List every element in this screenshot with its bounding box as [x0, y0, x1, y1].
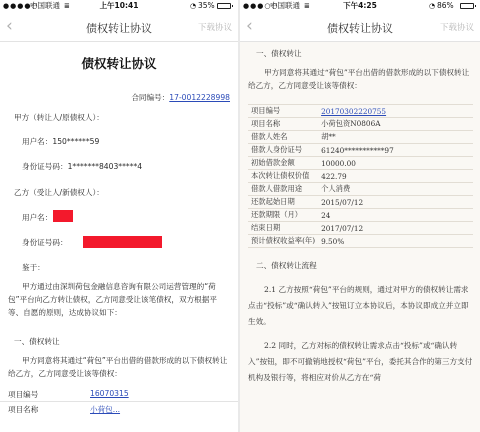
table-value: 10000.00: [318, 157, 473, 170]
id-value: 1*******8403*****4: [67, 162, 143, 171]
table-row: [248, 222, 473, 235]
table-key: 项目编号: [248, 105, 318, 118]
clause-2-2: 2.2 同时，乙方对标的债权转让需求点击“投标”或“确认转入”按钮，即不可撤销地授权“荷包”平台，委托其合作的第三方支付机构及银行等，将相应对价从乙方在“荷: [248, 341, 473, 382]
id-label: 身份证号码：: [22, 162, 68, 171]
contract-number-link[interactable]: 17-0012228998: [169, 93, 230, 102]
table-value: 小荷包资N0806A: [318, 118, 473, 131]
left-phone-screen: [0, 0, 238, 432]
wifi-icon: ≣: [304, 2, 310, 10]
status-time: 下午4:25: [343, 1, 377, 10]
table-key: 本次转让债权价值: [248, 170, 318, 183]
party-b-heading: 乙方（受让人/新债权人）：: [14, 188, 104, 197]
location-icon: ◔: [190, 2, 197, 10]
table-key: 还款起始日期: [248, 196, 318, 209]
username-label: 用户名：: [22, 137, 53, 146]
table-value: 9.50%: [318, 235, 473, 248]
section-2-heading: 二、债权转让流程: [256, 261, 317, 270]
party-a-heading: 甲方（转让人/原债权人）：: [14, 113, 104, 122]
table-key: 借款人身份证号: [248, 144, 318, 157]
nav-bar: [0, 12, 238, 42]
whereas-label: 鉴于：: [22, 263, 45, 272]
username-value: 150******59: [52, 137, 100, 146]
contract-number: [131, 92, 230, 103]
table-row: [248, 196, 473, 209]
table-key: 预计债权收益率(年): [248, 235, 318, 248]
table-value: 2015/07/12: [318, 196, 473, 209]
table-row: [248, 235, 473, 248]
clause-2-1: 2.1 乙方按照“荷包”平台的规则，通过对甲方的债权转让需求点击“投标”或“确认转入”按钮订立本协议后，本协议即成立并立即生效。: [248, 285, 469, 326]
id-label: 身份证号码：: [22, 238, 68, 247]
party-b-id: [22, 237, 68, 248]
back-button[interactable]: ‹: [246, 16, 253, 36]
battery-percent: 35%: [198, 1, 215, 10]
status-time: 上午10:41: [99, 1, 139, 10]
item-number-label: 项目编号: [8, 390, 39, 399]
debt-info-table: [248, 104, 473, 248]
agreement-document: [240, 42, 480, 432]
table-value: 24: [318, 209, 473, 222]
table-row: [248, 170, 473, 183]
location-icon: ◔: [429, 2, 436, 10]
carrier-label: 中国联通: [270, 1, 300, 10]
party-a-id: [22, 161, 142, 172]
table-row: [248, 183, 473, 196]
download-agreement-button[interactable]: 下载协议: [439, 23, 474, 33]
row-divider: [0, 401, 238, 402]
redacted-id: [83, 236, 162, 248]
section-1-text: 甲方同意将其通过“荷包”平台出借的借款形成的以下债权转让给乙方，乙方同意受让该等债权：: [248, 68, 470, 90]
battery-icon: [460, 3, 474, 9]
section-1-heading: 一、债权转让: [14, 337, 60, 346]
party-a-username: [22, 136, 99, 147]
table-row: [248, 131, 473, 144]
status-bar: [0, 0, 238, 12]
agreement-document: [0, 42, 238, 432]
table-row: [248, 144, 473, 157]
table-value: 61240***********97: [318, 144, 473, 157]
party-b-username: [22, 212, 52, 223]
table-value: 胡**: [318, 131, 473, 144]
item-name-link[interactable]: 小荷包...: [90, 405, 121, 414]
intro-paragraph: 甲方通过由深圳荷包金融信息咨询有限公司运营管理的“荷包”平台向乙方转让债权，乙方同意受让该笔债权，双方根据平等、自愿的原则，达成协议如下：: [8, 282, 217, 317]
table-value: 2017/07/12: [318, 222, 473, 235]
table-key: 初始借款金额: [248, 157, 318, 170]
redacted-username: [53, 210, 73, 222]
item-name-label: 项目名称: [8, 405, 39, 414]
table-key: 结束日期: [248, 222, 318, 235]
item-number-link[interactable]: 16070315: [90, 389, 129, 398]
username-label: 用户名：: [22, 213, 53, 222]
back-button[interactable]: ‹: [6, 16, 13, 36]
signal-icon: ●●●○○: [243, 2, 279, 10]
nav-bar: [240, 12, 480, 42]
document-title: 债权转让协议: [81, 56, 157, 71]
table-value: 个人消费: [318, 183, 473, 196]
table-key: 项目名称: [248, 118, 318, 131]
battery-icon: [217, 3, 231, 9]
table-key: 借款人借款用途: [248, 183, 318, 196]
right-phone-screen: [240, 0, 480, 432]
carrier-label: 中国联通: [30, 1, 60, 10]
nav-title: 债权转让协议: [86, 22, 152, 35]
wifi-icon: ≣: [64, 2, 70, 10]
contract-number-label: 合同编号：: [131, 93, 170, 102]
table-value: 422.79: [318, 170, 473, 183]
table-key: 还款期限（月）: [248, 209, 318, 222]
nav-title: 债权转让协议: [327, 22, 393, 35]
section-1-heading: 一、债权转让: [256, 49, 302, 58]
section-1-text: 甲方同意将其通过“荷包”平台出借的借款形成的以下债权转让给乙方，乙方同意受让该等债权：: [8, 356, 228, 378]
download-agreement-button[interactable]: 下载协议: [197, 23, 232, 33]
battery-percent: 86%: [437, 1, 454, 10]
table-row: [248, 209, 473, 222]
table-value-link[interactable]: 20170302220755: [318, 105, 473, 118]
table-row: [248, 105, 473, 118]
table-row: [248, 157, 473, 170]
signal-icon: ●●●●○: [3, 2, 39, 10]
table-key: 借款人姓名: [248, 131, 318, 144]
table-row: [248, 118, 473, 131]
status-bar: [240, 0, 480, 12]
